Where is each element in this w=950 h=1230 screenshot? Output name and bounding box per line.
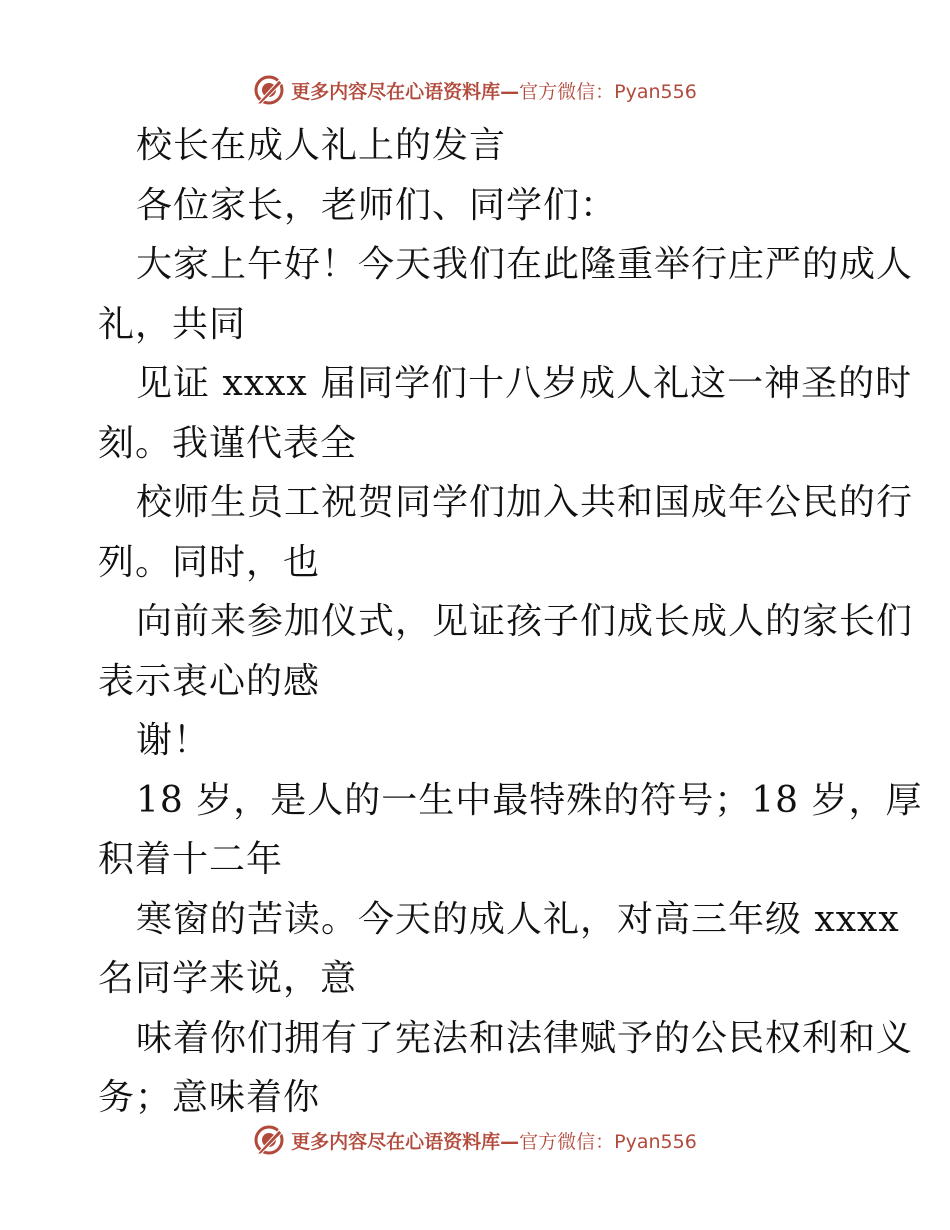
header-banner xyxy=(0,72,950,108)
paragraph-line: 向前来参加仪式，见证孩子们成长成人的家长们 xyxy=(136,601,914,642)
paragraph-line: 积着十二年 xyxy=(98,839,284,880)
quill-pen-seal-icon xyxy=(253,74,285,106)
paragraph-line: 见证 xxxx 届同学们十八岁成人礼这一神圣的时 xyxy=(136,363,913,404)
salutation: 各位家长，老师们、同学们： xyxy=(136,184,618,226)
paragraph-line: 列。同时，也 xyxy=(98,541,321,583)
paragraph-line: 刻。我谨代表全 xyxy=(98,422,358,464)
paragraph-line: 礼，共同 xyxy=(98,303,247,345)
paragraph-line: 校师生员工祝贺同学们加入共和国成年公民的行 xyxy=(136,482,914,523)
paragraph-line: 味着你们拥有了宪法和法律赋予的公民权利和义 xyxy=(136,1017,914,1059)
quill-pen-seal-icon xyxy=(253,1124,285,1156)
paragraph-line: 名同学来说，意 xyxy=(98,958,358,999)
paragraph-line: 务；意味着你 xyxy=(98,1077,321,1118)
header-banner-text: 更多内容尽在心语资料库—官方微信：Pyan556 xyxy=(291,80,697,103)
footer-banner-text: 更多内容尽在心语资料库—官方微信：Pyan556 xyxy=(291,1130,697,1153)
document-title: 校长在成人礼上的发言 xyxy=(136,125,507,166)
header-wechat-text: 官方微信：Pyan556 xyxy=(519,80,697,103)
document-body xyxy=(98,116,923,1128)
footer-wechat-text: 官方微信：Pyan556 xyxy=(519,1130,697,1153)
paragraph-line: 谢！ xyxy=(136,720,211,761)
paragraph-line: 寒窗的苦读。今天的成人礼，对高三年级 xxxx xyxy=(136,898,900,940)
paragraph-line: 表示衷心的感 xyxy=(98,660,321,702)
footer-banner xyxy=(0,1122,950,1158)
paragraph-line: 大家上午好！今天我们在此隆重举行庄严的成人 xyxy=(136,244,914,285)
paragraph-line: 18 岁，是人的一生中最特殊的符号；18 岁，厚 xyxy=(136,779,923,821)
